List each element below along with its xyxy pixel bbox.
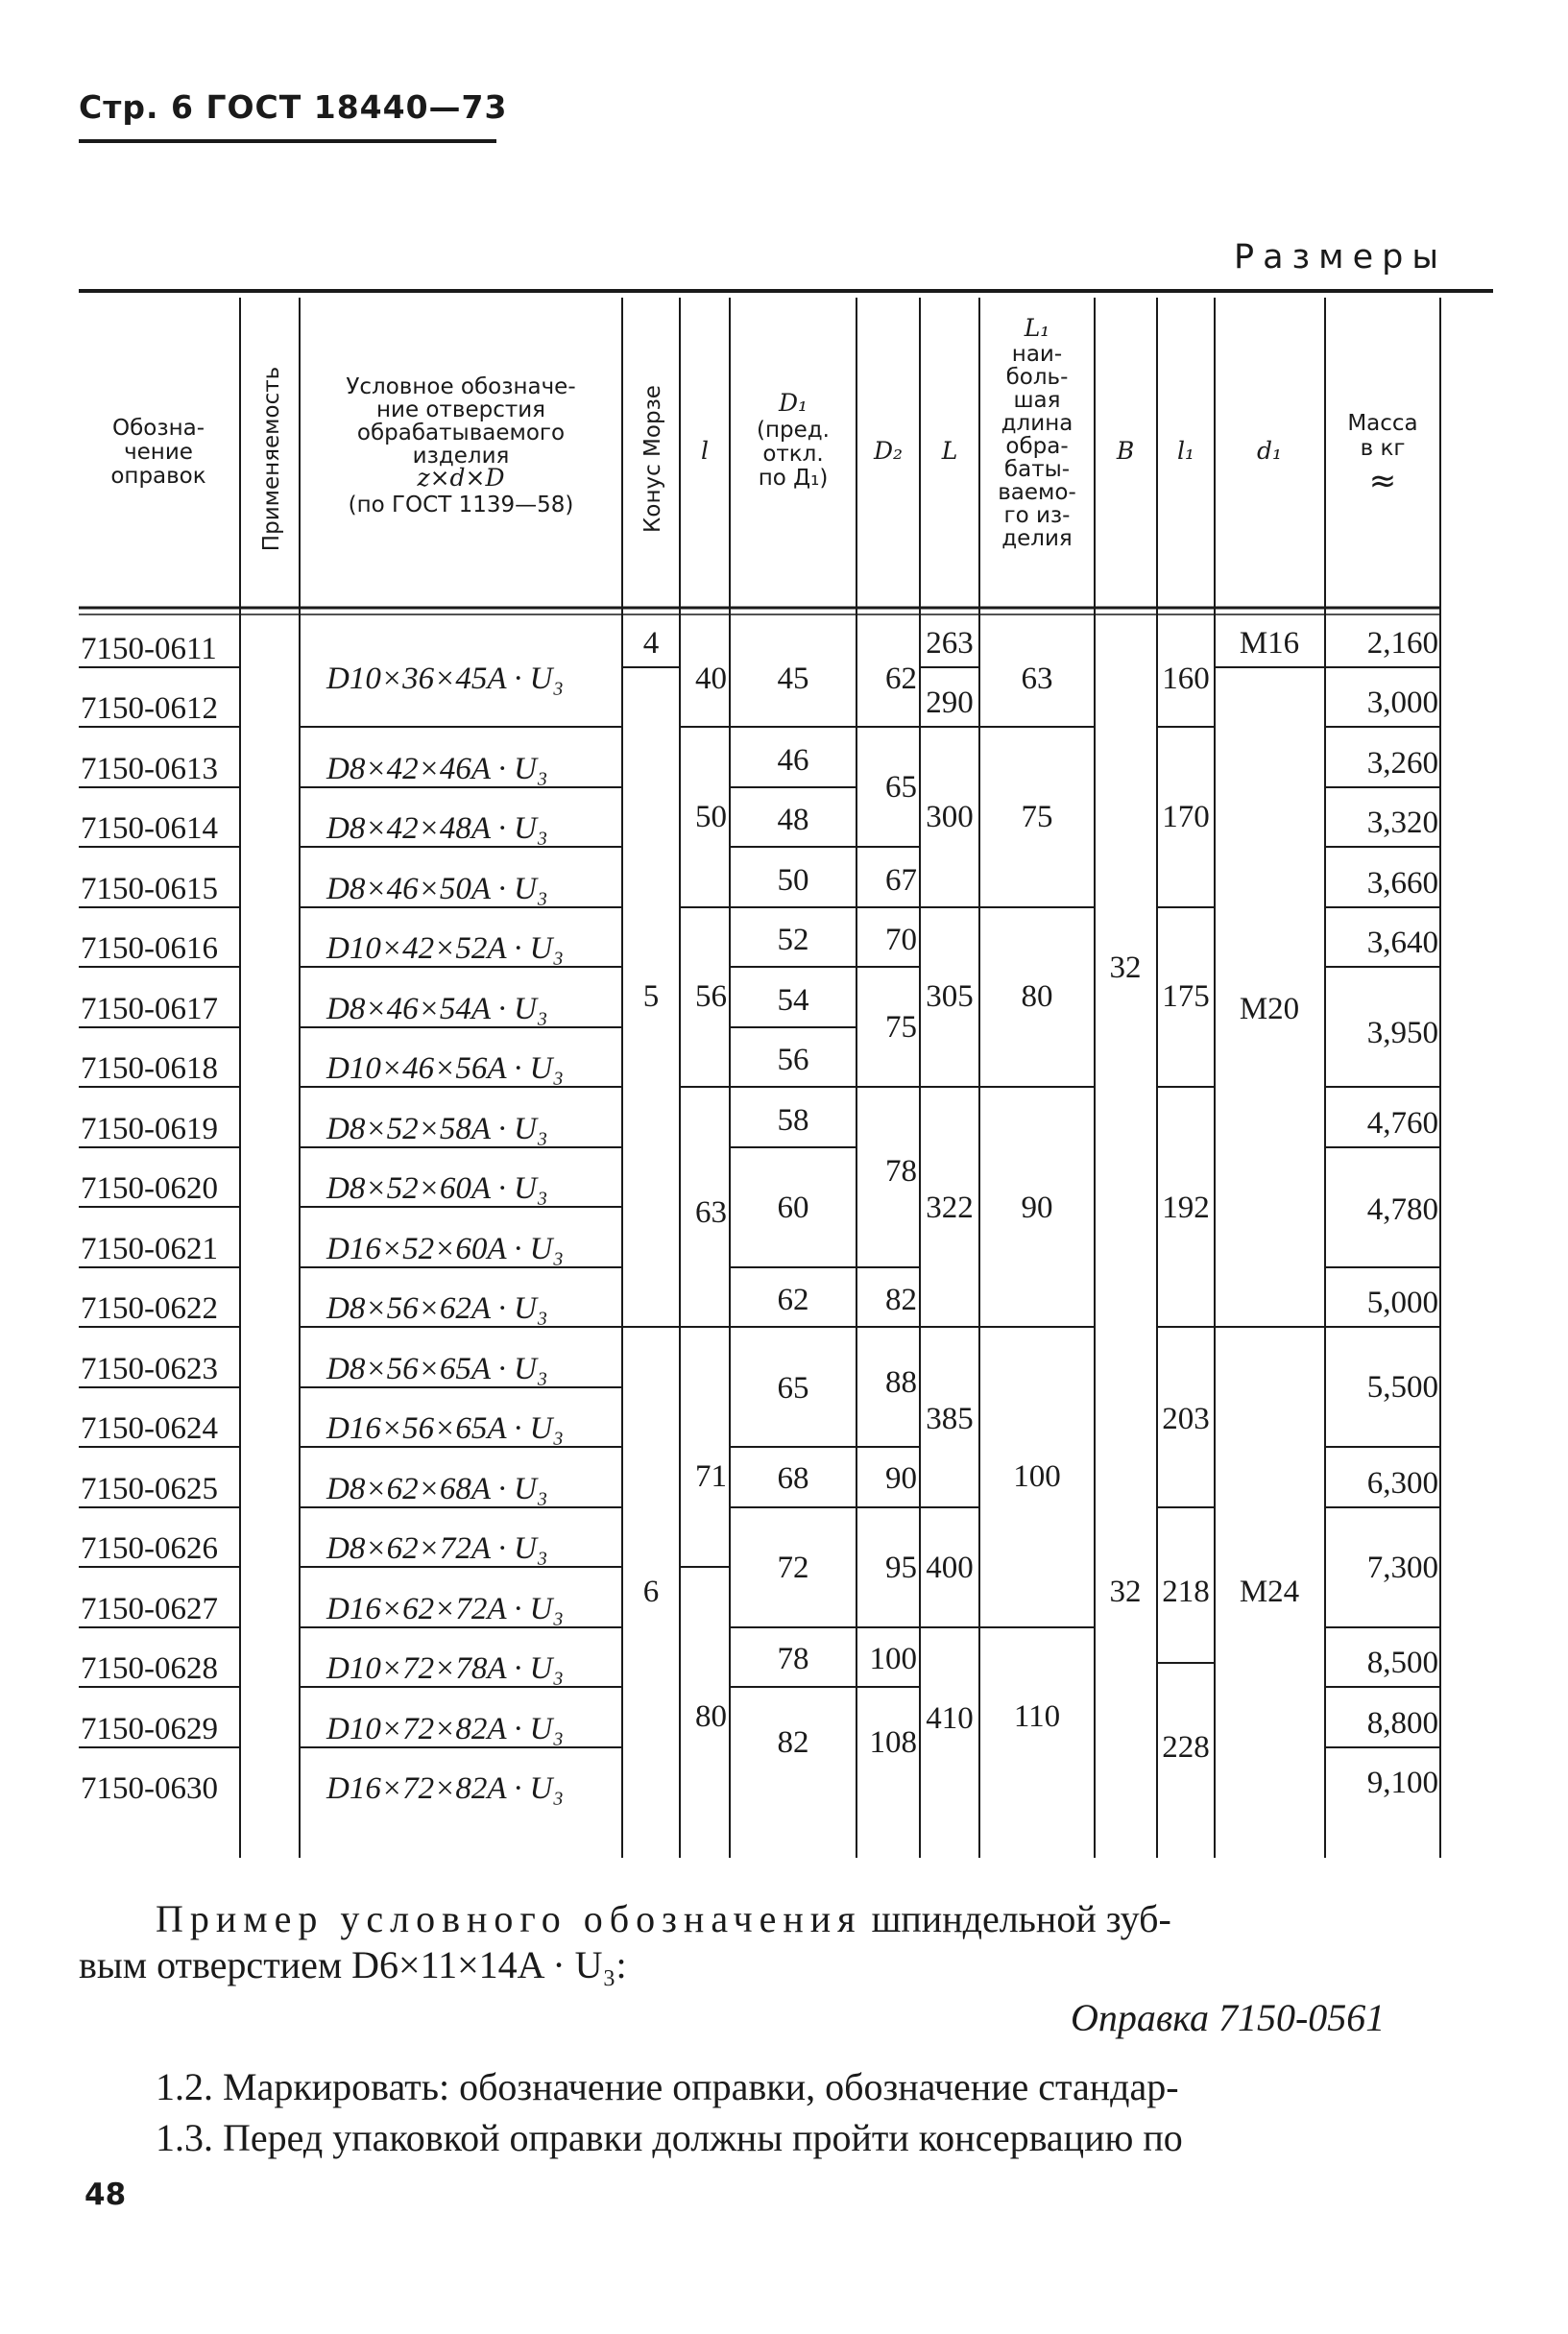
- desig-15: D8×62×72A · U₃: [326, 1531, 548, 1566]
- D1-62: 62: [777, 1283, 809, 1317]
- massa-3: 3,260: [1366, 746, 1438, 781]
- code-row-13: 7150-0623: [81, 1352, 218, 1386]
- hdr-L1-10: делия: [1001, 526, 1073, 551]
- desig-3: D8×42×48A · U₃: [326, 811, 548, 846]
- page-number: 48: [84, 2178, 127, 2212]
- L-290: 290: [926, 686, 974, 720]
- massa-4: 3,320: [1366, 806, 1438, 840]
- D2-70: 70: [885, 923, 917, 957]
- massa-8: 4,760: [1366, 1106, 1438, 1141]
- D2-82: 82: [885, 1283, 917, 1317]
- hdr-massa-2: в кг: [1360, 436, 1406, 461]
- D1-46: 46: [777, 743, 809, 778]
- D2-62: 62: [885, 662, 917, 696]
- L1-110: 110: [1013, 1699, 1061, 1734]
- code-row-1: 7150-0611: [81, 632, 217, 666]
- code-row-20: 7150-0630: [81, 1771, 218, 1806]
- hdr-D1-4: по Д₁): [758, 466, 829, 491]
- hdr-L1-2: наи-: [1011, 342, 1063, 367]
- D2-95: 95: [885, 1551, 917, 1585]
- l1-218: 218: [1162, 1575, 1210, 1609]
- page-header: Стр. 6 ГОСТ 18440—73: [79, 88, 508, 126]
- l1-175: 175: [1162, 979, 1210, 1014]
- D2-108: 108: [869, 1725, 917, 1760]
- d1-m20: М20: [1239, 992, 1300, 1026]
- L-400: 400: [926, 1551, 974, 1585]
- B-32-upper: 32: [1109, 950, 1142, 985]
- hdr-D2: D₂: [873, 437, 904, 465]
- hdr-L1-1: L₁: [1024, 314, 1050, 342]
- desig-1: D10×36×45A · U₃: [326, 662, 564, 696]
- hdr-uslov-2: ние отверстия: [375, 397, 546, 422]
- massa-9: 4,780: [1366, 1192, 1438, 1227]
- L1-63: 63: [1021, 662, 1053, 696]
- D1-52: 52: [777, 923, 809, 957]
- massa-11: 5,500: [1366, 1370, 1438, 1405]
- D2-65: 65: [885, 770, 917, 805]
- code-row-7: 7150-0617: [81, 992, 218, 1026]
- hdr-L1-6: обра-: [1005, 434, 1069, 459]
- code-row-12: 7150-0622: [81, 1291, 218, 1326]
- desig-5: D10×42×52A · U₃: [326, 931, 564, 966]
- D1-48: 48: [777, 803, 809, 837]
- code-row-8: 7150-0618: [81, 1051, 218, 1086]
- hdr-L1-5: длина: [1001, 411, 1073, 436]
- hdr-L: L: [941, 437, 958, 465]
- desig-11: D8×56×62A · U₃: [326, 1291, 548, 1326]
- desig-16: D16×62×72A · U₃: [326, 1592, 564, 1626]
- L-300: 300: [926, 800, 974, 834]
- code-row-14: 7150-0624: [81, 1411, 218, 1446]
- D1-68: 68: [777, 1461, 809, 1496]
- l-63: 63: [695, 1195, 727, 1230]
- massa-14: 8,500: [1366, 1646, 1438, 1680]
- hdr-l1: l₁: [1176, 437, 1195, 465]
- code-row-19: 7150-0629: [81, 1712, 218, 1746]
- l1-203: 203: [1162, 1402, 1210, 1436]
- L-410: 410: [926, 1701, 974, 1736]
- L1-100: 100: [1013, 1459, 1061, 1494]
- hdr-uslov-6: (по ГОСТ 1139—58): [348, 493, 574, 517]
- code-row-5: 7150-0615: [81, 872, 218, 906]
- hdr-massa-3: ≈: [1368, 462, 1397, 500]
- massa-10: 5,000: [1366, 1286, 1438, 1320]
- massa-13: 7,300: [1366, 1551, 1438, 1585]
- code-row-10: 7150-0620: [81, 1171, 218, 1206]
- hdr-B: B: [1116, 437, 1135, 465]
- hdr-oboz-3: оправок: [110, 464, 206, 489]
- hdr-D1-3: откл.: [762, 442, 824, 467]
- hdr-D1-1: D₁: [778, 389, 808, 417]
- desig-4: D8×46×50A · U₃: [326, 872, 548, 906]
- hdr-l: l: [701, 437, 709, 465]
- example-result: Оправка 7150-0561: [1071, 1996, 1386, 2039]
- D1-54: 54: [777, 983, 809, 1018]
- desig-18: D10×72×82A · U₃: [326, 1712, 564, 1746]
- code-row-4: 7150-0614: [81, 811, 218, 846]
- code-row-2: 7150-0612: [81, 691, 218, 726]
- d1-m24: М24: [1239, 1575, 1300, 1609]
- D1-82: 82: [777, 1725, 809, 1760]
- massa-12: 6,300: [1366, 1466, 1438, 1501]
- D2-78: 78: [885, 1154, 917, 1189]
- code-row-18: 7150-0628: [81, 1651, 218, 1686]
- hdr-D1-2: (пред.: [757, 418, 830, 443]
- desig-17: D10×72×78A · U₃: [326, 1651, 564, 1686]
- D1-45: 45: [777, 662, 809, 696]
- hdr-d1: d₁: [1256, 437, 1283, 465]
- example-line-2: вым отверстием D6×11×14A · U₃:: [79, 1943, 627, 1986]
- l-56: 56: [695, 979, 727, 1014]
- hdr-konus: Конус Морзе: [640, 385, 665, 533]
- massa-16: 9,100: [1366, 1766, 1438, 1800]
- l-80: 80: [695, 1699, 727, 1734]
- hdr-uslov-5: z×d×D: [417, 464, 505, 492]
- massa-7: 3,950: [1366, 1016, 1438, 1050]
- desig-14: D8×62×68A · U₃: [326, 1472, 548, 1506]
- desig-19: D16×72×82A · U₃: [326, 1771, 564, 1806]
- L-322: 322: [926, 1191, 974, 1225]
- hdr-L1-3: боль-: [1005, 365, 1069, 390]
- D1-56: 56: [777, 1043, 809, 1077]
- l1-192: 192: [1162, 1191, 1210, 1225]
- code-row-15: 7150-0625: [81, 1472, 218, 1506]
- code-row-16: 7150-0626: [81, 1531, 218, 1566]
- D2-100: 100: [869, 1642, 917, 1676]
- desig-8: D8×52×58A · U₃: [326, 1112, 548, 1146]
- example-rest: шпиндельной зуб-: [861, 1897, 1171, 1940]
- desig-2: D8×42×46A · U₃: [326, 752, 548, 786]
- D2-88: 88: [885, 1365, 917, 1400]
- massa-2: 3,000: [1366, 686, 1438, 720]
- hdr-L1-8: ваемо-: [998, 480, 1076, 505]
- desig-10: D16×52×60A · U₃: [326, 1232, 564, 1266]
- L1-80: 80: [1021, 979, 1053, 1014]
- hdr-uslov-4: изделия: [412, 444, 510, 469]
- D1-60: 60: [777, 1191, 809, 1225]
- hdr-oboz-1: Обозна-: [111, 416, 205, 441]
- hdr-prim: Применяемость: [259, 366, 284, 552]
- code-row-17: 7150-0627: [81, 1592, 218, 1626]
- D1-78: 78: [777, 1642, 809, 1676]
- desig-9: D8×52×60A · U₃: [326, 1171, 548, 1206]
- code-row-11: 7150-0621: [81, 1232, 218, 1266]
- L1-90: 90: [1021, 1191, 1053, 1225]
- code-row-9: 7150-0619: [81, 1112, 218, 1146]
- hdr-L1-9: го из-: [1003, 503, 1071, 528]
- l1-170: 170: [1162, 800, 1210, 834]
- example-spaced: Пример условного обозначения: [156, 1897, 862, 1940]
- l-50: 50: [695, 800, 727, 834]
- l-71: 71: [695, 1459, 727, 1494]
- paragraph-1-3: 1.3. Перед упаковкой оправки должны пройти консервацию по: [156, 2116, 1183, 2159]
- L-263: 263: [926, 626, 974, 661]
- D1-58: 58: [777, 1103, 809, 1138]
- konus-4: 4: [642, 626, 660, 661]
- L-305: 305: [926, 979, 974, 1014]
- D2-67: 67: [885, 863, 917, 898]
- code-row-3: 7150-0613: [81, 752, 218, 786]
- massa-6: 3,640: [1366, 926, 1438, 960]
- D1-65: 65: [777, 1371, 809, 1406]
- l1-160: 160: [1162, 662, 1210, 696]
- konus-6: 6: [642, 1575, 660, 1609]
- d1-m16: М16: [1239, 626, 1300, 661]
- paragraph-1-2: 1.2. Маркировать: обозначение оправки, обозначение стандар-: [156, 2065, 1179, 2108]
- D2-90: 90: [885, 1461, 917, 1496]
- D2-75: 75: [885, 1010, 917, 1045]
- konus-5: 5: [642, 979, 660, 1014]
- L1-75: 75: [1021, 800, 1053, 834]
- code-row-6: 7150-0616: [81, 931, 218, 966]
- desig-12: D8×56×65A · U₃: [326, 1352, 548, 1386]
- hdr-oboz-2: чение: [124, 440, 193, 465]
- hdr-L1-4: шая: [1013, 388, 1061, 413]
- desig-6: D8×46×54A · U₃: [326, 992, 548, 1026]
- L-385: 385: [926, 1402, 974, 1436]
- hdr-uslov-3: обрабатываемого: [356, 421, 566, 445]
- desig-7: D10×46×56A · U₃: [326, 1051, 564, 1086]
- example-line-1: [156, 1896, 1171, 1941]
- D1-72: 72: [777, 1551, 809, 1585]
- massa-15: 8,800: [1366, 1706, 1438, 1741]
- massa-1: 2,160: [1366, 626, 1438, 661]
- B-32-lower: 32: [1109, 1575, 1142, 1609]
- l-40: 40: [695, 662, 727, 696]
- D1-50: 50: [777, 863, 809, 898]
- razmery-label: Размеры: [1234, 238, 1447, 277]
- hdr-massa-1: Масса: [1347, 411, 1418, 436]
- hdr-uslov-1: Условное обозначе-: [346, 374, 576, 399]
- massa-5: 3,660: [1366, 866, 1438, 901]
- l1-228: 228: [1162, 1730, 1210, 1765]
- hdr-L1-7: баты-: [1003, 457, 1071, 482]
- desig-13: D16×56×65A · U₃: [326, 1411, 564, 1446]
